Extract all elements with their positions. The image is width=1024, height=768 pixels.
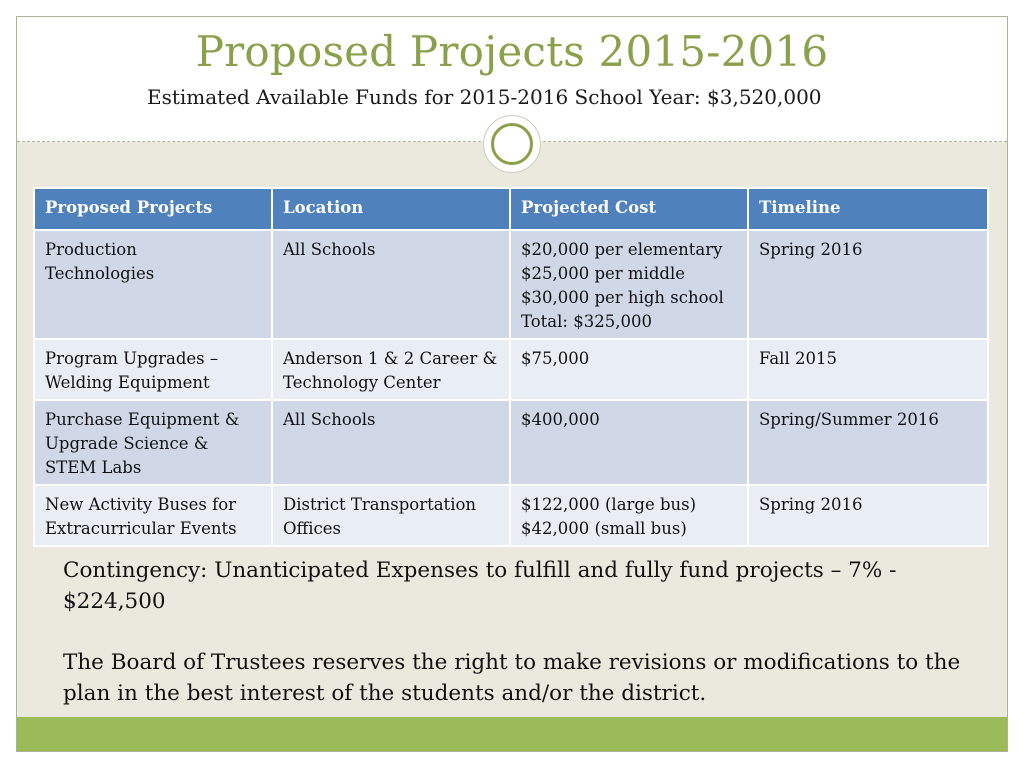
- cost-cell: [510, 485, 748, 546]
- project-cell: [34, 339, 272, 400]
- cell-line: Fall 2015: [759, 349, 837, 368]
- cell-line: $25,000 per middle: [521, 264, 686, 283]
- cell-line: District Transportation: [283, 495, 477, 514]
- cell-line: $20,000 per elementary: [521, 240, 723, 259]
- table-row: [34, 400, 988, 485]
- cell-line: $400,000: [521, 410, 600, 429]
- column-header: Proposed Projects: [34, 188, 272, 230]
- project-cell: [34, 400, 272, 485]
- cell-line: Program Upgrades –: [45, 349, 219, 368]
- decorative-circle-icon: [483, 115, 541, 173]
- location-cell: [272, 485, 510, 546]
- project-cell: [34, 485, 272, 546]
- table-row: [34, 485, 988, 546]
- location-cell: [272, 230, 510, 339]
- cell-line: Technologies: [45, 264, 155, 283]
- cell-line: Purchase Equipment &: [45, 410, 240, 429]
- cell-line: All Schools: [283, 240, 376, 259]
- cell-line: $30,000 per high school: [521, 288, 724, 307]
- column-header: Timeline: [748, 188, 988, 230]
- cell-line: All Schools: [283, 410, 376, 429]
- timeline-cell: [748, 230, 988, 339]
- cell-line: Anderson 1 & 2 Career &: [283, 349, 498, 368]
- table-row: [34, 339, 988, 400]
- board-note: The Board of Trustees reserves the right to make revisions or modifications to the plan in the best interest of the students and/or the district.: [63, 650, 961, 706]
- cell-line: Welding Equipment: [45, 373, 210, 392]
- timeline-cell: [748, 400, 988, 485]
- cost-cell: [510, 230, 748, 339]
- column-header: Projected Cost: [510, 188, 748, 230]
- cell-line: Spring/Summer 2016: [759, 410, 939, 429]
- cell-line: $122,000 (large bus): [521, 495, 697, 514]
- cell-line: Spring 2016: [759, 495, 863, 514]
- cost-cell: [510, 400, 748, 485]
- table-row: [34, 230, 988, 339]
- cell-line: Technology Center: [283, 373, 441, 392]
- cell-line: New Activity Buses for: [45, 495, 237, 514]
- cell-line: Upgrade Science &: [45, 434, 209, 453]
- cell-line: Spring 2016: [759, 240, 863, 259]
- cost-cell: [510, 339, 748, 400]
- decorative-ring: [491, 123, 533, 165]
- column-header: Location: [272, 188, 510, 230]
- slide: [16, 16, 1008, 752]
- timeline-cell: [748, 339, 988, 400]
- projects-table: [33, 187, 989, 547]
- cell-line: Offices: [283, 519, 341, 538]
- table-header-row: [34, 188, 988, 230]
- cell-line: STEM Labs: [45, 458, 142, 477]
- slide-title: Proposed Projects 2015-2016: [195, 27, 829, 76]
- cell-line: Extracurricular Events: [45, 519, 237, 538]
- slide-subtitle: Estimated Available Funds for 2015-2016 School Year: $3,520,000: [147, 85, 822, 109]
- contingency-note: Contingency: Unanticipated Expenses to fulfill and fully fund projects – 7% - $224,500: [63, 558, 897, 614]
- location-cell: [272, 339, 510, 400]
- timeline-cell: [748, 485, 988, 546]
- cell-line: Total: $325,000: [521, 312, 652, 331]
- footer-bar: [17, 717, 1007, 752]
- project-cell: [34, 230, 272, 339]
- cell-line: $75,000: [521, 349, 590, 368]
- location-cell: [272, 400, 510, 485]
- cell-line: Production: [45, 240, 137, 259]
- cell-line: $42,000 (small bus): [521, 519, 687, 538]
